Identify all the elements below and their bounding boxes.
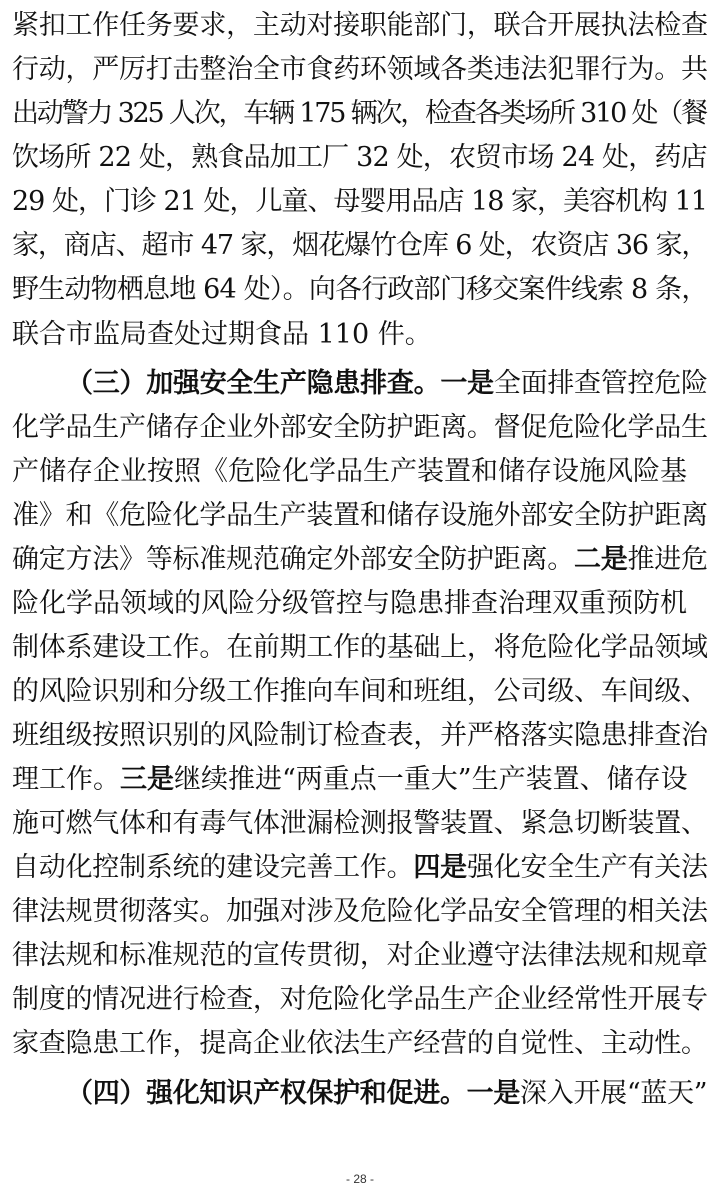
bold-text-segment: 一是 (466, 1078, 521, 1109)
text-segment: 出动警力 325 人次，车辆 175 辆次，检查各类场所 310 处（餐 (12, 98, 706, 129)
text-segment: 推进危 (627, 544, 708, 575)
text-segment: 的风险识别和分级工作推向车间和班组，公司级、车间级、 (12, 676, 708, 707)
text-line (12, 846, 708, 890)
text-line (12, 180, 708, 224)
text-segment: 全面排查管控危险 (493, 368, 708, 399)
bold-text-segment: （三）加强安全生产隐患排查。 (66, 368, 441, 399)
text-segment: 险化学品领域的风险分级管控与隐患排查治理双重预防机 (12, 588, 687, 619)
text-segment: 班组级按照识别的风险制订检查表，并严格落实隐患排查治 (12, 720, 708, 751)
text-segment: 强化安全生产有关法 (466, 852, 708, 883)
bold-text-segment: 一是 (440, 368, 494, 399)
text-line (12, 670, 708, 714)
text-line (12, 802, 708, 846)
text-segment: 行动，严厉打击整治全市食药环领域各类违法犯罪行为。共 (12, 54, 708, 85)
text-line (12, 758, 708, 802)
text-line (12, 92, 708, 136)
bold-text-segment: 三是 (120, 764, 174, 795)
text-segment: 确定方法》等标准规范确定外部安全防护距离。 (12, 544, 574, 575)
text-segment: 化学品生产储存企业外部安全防护距离。督促危险化学品生 (12, 412, 708, 443)
bold-text-segment: （四）强化知识产权保护和促进。 (66, 1078, 467, 1109)
text-segment: 施可燃气体和有毒气体泄漏检测报警装置、紧急切断装置、 (12, 808, 708, 839)
page-number: - 28 - (345, 1172, 374, 1186)
text-segment: 家查隐患工作，提高企业依法生产经营的自觉性、主动性。 (12, 1028, 708, 1059)
text-segment: 准》和《危险化学品生产装置和储存设施外部安全防护距离 (12, 500, 708, 531)
text-line (12, 313, 708, 357)
text-segment: 律法规贯彻落实。加强对涉及危险化学品安全管理的相关法 (12, 896, 708, 927)
text-line (12, 626, 708, 670)
text-segment: 律法规和标准规范的宣传贯彻，对企业遵守法律法规和规章 (12, 940, 708, 971)
text-line (66, 362, 708, 406)
text-line (12, 1022, 708, 1066)
text-segment: 紧扣工作任务要求，主动对接职能部门，联合开展执法检查 (12, 10, 708, 41)
text-segment: 家，商店、超市 47 家，烟花爆竹仓库 6 处，农资店 36 家， (12, 230, 708, 261)
text-segment: 制体系建设工作。在前期工作的基础上，将危险化学品领域 (12, 632, 708, 663)
text-line (12, 450, 708, 494)
bold-text-segment: 二是 (573, 544, 628, 575)
text-line (12, 4, 708, 48)
text-line (12, 538, 708, 582)
text-line (12, 406, 708, 450)
text-line (66, 1072, 708, 1116)
text-line (12, 268, 708, 312)
text-line (12, 934, 708, 978)
text-line (12, 136, 708, 180)
text-line (12, 714, 708, 758)
text-segment: 继续推进“两重点一重大”生产装置、储存设 (174, 764, 688, 795)
text-line (12, 224, 708, 268)
text-segment: 产储存企业按照《危险化学品生产装置和储存设施风险基 (12, 456, 687, 487)
text-segment: 制度的情况进行检查，对危险化学品生产企业经常性开展专 (12, 984, 708, 1015)
text-segment: 野生动物栖息地 64 处）。向各行政部门移交案件线索 8 条， (12, 274, 708, 305)
text-line (12, 890, 708, 934)
text-line (12, 494, 708, 538)
text-segment: 29 处，门诊 21 处，儿童、母婴用品店 18 家，美容机构 11 (12, 186, 707, 217)
text-line (12, 48, 708, 92)
text-segment: 自动化控制系统的建设完善工作。 (12, 852, 414, 883)
text-segment: 理工作。 (12, 764, 120, 795)
text-line (12, 582, 708, 626)
bold-text-segment: 四是 (413, 852, 467, 883)
text-segment: 饮场所 22 处，熟食品加工厂 32 处，农贸市场 24 处，药店 (12, 142, 707, 173)
text-line (12, 978, 708, 1022)
text-segment: 联合市监局查处过期食品 110 件。 (12, 319, 432, 350)
text-segment: 深入开展“蓝天” (520, 1078, 708, 1109)
